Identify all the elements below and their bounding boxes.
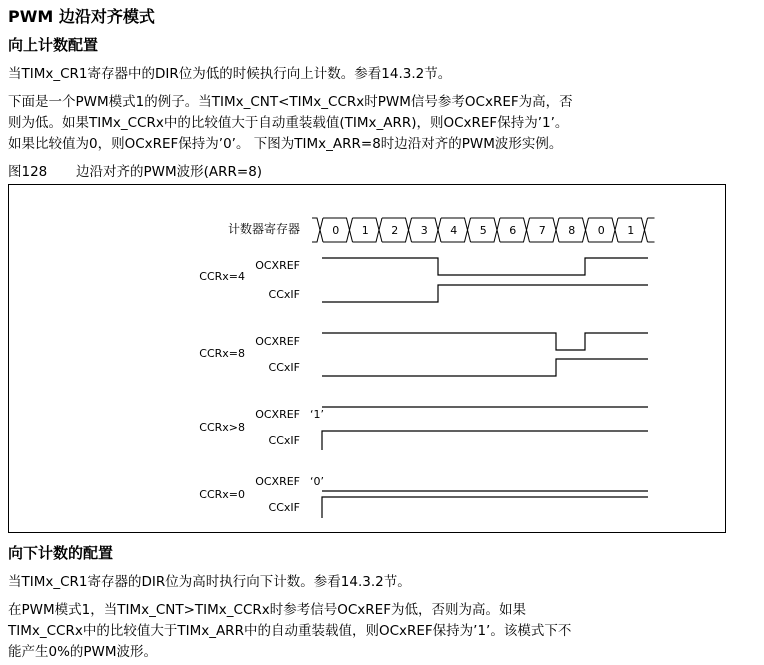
downcount-para2-line1: 在PWM模式1，当TIMx_CNT>TIMx_CCRx时参考信号OCxREF为低，否则为高。如果: [8, 602, 526, 618]
group2-ccr-label: CCRx=8: [199, 347, 245, 360]
figure-caption-text: 边沿对齐的PWM波形(ARR=8): [76, 164, 263, 180]
counter-value: 0: [332, 224, 340, 237]
downcount-para1: 当TIMx_CR1寄存器的DIR位为高时执行向下计数。参看14.3.2节。: [8, 574, 411, 590]
group1-ccxif-wave: [322, 285, 648, 302]
group1-ccr-label: CCRx=4: [199, 270, 245, 283]
upcount-heading: 向上计数配置: [8, 36, 99, 54]
figure-caption-number: 图128: [8, 164, 48, 180]
upcount-para2-line1: 下面是一个PWM模式1的例子。当TIMx_CNT<TIMx_CCRx时PWM信号参考OCxREF为高，否: [8, 94, 573, 110]
counter-trail-segment: [648, 218, 655, 242]
upcount-para1: 当TIMx_CR1寄存器中的DIR位为低的时候执行向上计数。参看14.3.2节。: [8, 66, 452, 82]
section-title: PWM 边沿对齐模式: [8, 7, 155, 26]
counter-value: 1: [361, 224, 369, 237]
counter-value: 7: [538, 224, 546, 237]
downcount-para2-line2: TIMx_CCRx中的比较值大于TIMx_ARR中的自动重装载值，则OCxREF保持为’1’。该模式下不: [8, 623, 572, 639]
group3-ref-note: ‘1’: [310, 408, 324, 421]
counter-cells: [312, 218, 655, 242]
group4-ref-note: ‘0’: [310, 475, 324, 488]
group4-ref-label: OCXREF: [255, 475, 300, 488]
upcount-para2-line2: 则为低。如果TIMx_CCRx中的比较值大于自动重装载值(TIMx_ARR)，则OCxREF保持为’1’。: [8, 115, 569, 131]
group3-if-label: CCxIF: [268, 434, 300, 447]
group4-ccxif-wave: [322, 497, 648, 518]
downcount-heading: 向下计数的配置: [8, 544, 114, 562]
group3-ccxif-wave: [322, 431, 648, 450]
group1-ref-label: OCXREF: [255, 259, 300, 272]
upcount-para2-line3: 如果比较值为0，则OCxREF保持为’0’。 下图为TIMx_ARR=8时边沿对齐的PWM波形实例。: [8, 136, 563, 152]
group2-if-label: CCxIF: [268, 361, 300, 374]
group3-ccr-label: CCRx>8: [199, 421, 245, 434]
group2-ccxif-wave: [322, 359, 648, 376]
downcount-para2-line3: 能产生0%的PWM波形。: [8, 644, 158, 660]
counter-value: 8: [568, 224, 576, 237]
counter-value: 4: [450, 224, 458, 237]
group2-ref-label: OCXREF: [255, 335, 300, 348]
group1-ocxref-wave: [322, 258, 648, 275]
counter-label: 计数器寄存器: [227, 222, 300, 236]
group4-if-label: CCxIF: [268, 501, 300, 514]
counter-lead-segment: [312, 218, 323, 242]
counter-value: 6: [509, 224, 517, 237]
counter-value: 5: [479, 224, 487, 237]
counter-value: 0: [597, 224, 605, 237]
group2-ocxref-wave: [322, 333, 648, 350]
counter-value: 3: [420, 224, 428, 237]
group1-if-label: CCxIF: [268, 288, 300, 301]
group4-ccr-label: CCRx=0: [199, 488, 245, 501]
counter-value: 1: [627, 224, 635, 237]
counter-value: 2: [391, 224, 399, 237]
group3-ref-label: OCXREF: [255, 408, 300, 421]
